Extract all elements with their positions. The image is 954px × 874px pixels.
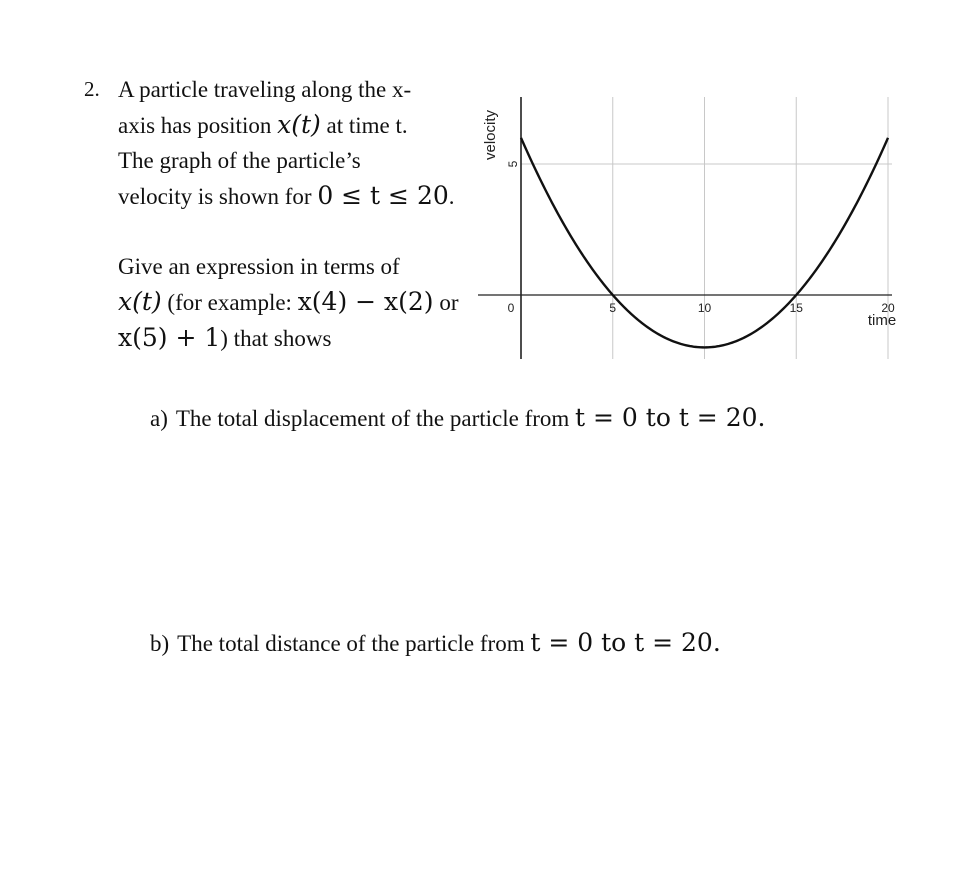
stem-line-3: The graph of the particle’s xyxy=(118,148,361,173)
math-x-of-t: x(t) xyxy=(277,110,321,139)
math-domain: 0 ≤ t ≤ 20 xyxy=(317,181,449,210)
part-b-math: t = 0 to t = 20. xyxy=(530,628,721,657)
question-stem xyxy=(118,72,478,356)
part-b-label: b) xyxy=(150,631,170,656)
stem-line-2: axis has position x(t) at time t. xyxy=(118,110,408,139)
y-axis-label: velocity xyxy=(482,109,499,161)
part-b xyxy=(150,628,721,657)
velocity-chart xyxy=(470,85,900,365)
part-a xyxy=(150,403,765,432)
x-axis-label: time xyxy=(867,312,897,329)
math-x-of-t-2: x(t) xyxy=(118,287,162,316)
stem-line-4: velocity is shown for 0 ≤ t ≤ 20. xyxy=(118,181,455,210)
prompt-line-2: x(t) (for example: x(4) − x(2) or xyxy=(118,287,459,316)
prompt-line-1: Give an expression in terms of xyxy=(118,254,400,279)
x-tick-label-5: 5 xyxy=(609,301,617,315)
part-a-math: t = 0 to t = 20. xyxy=(575,403,766,432)
part-a-text: The total displacement of the particle from xyxy=(175,406,576,431)
question-number: 2. xyxy=(84,77,100,101)
part-a-label: a) xyxy=(150,406,168,431)
x-tick-label-15: 15 xyxy=(789,301,803,315)
x-tick-label-0: 0 xyxy=(507,301,515,315)
stem-line-1: A particle traveling along the x- xyxy=(118,77,412,102)
x-tick-label-20: 20 xyxy=(881,301,895,315)
math-example-1: x(4) − x(2) xyxy=(297,287,434,316)
prompt-line-3: x(5) + 1) that shows xyxy=(118,323,332,352)
part-b-text: The total distance of the particle from xyxy=(177,631,531,656)
x-tick-label-10: 10 xyxy=(697,301,712,315)
y-tick-label-5: 5 xyxy=(506,160,520,168)
math-example-2: x(5) + 1 xyxy=(118,323,221,352)
